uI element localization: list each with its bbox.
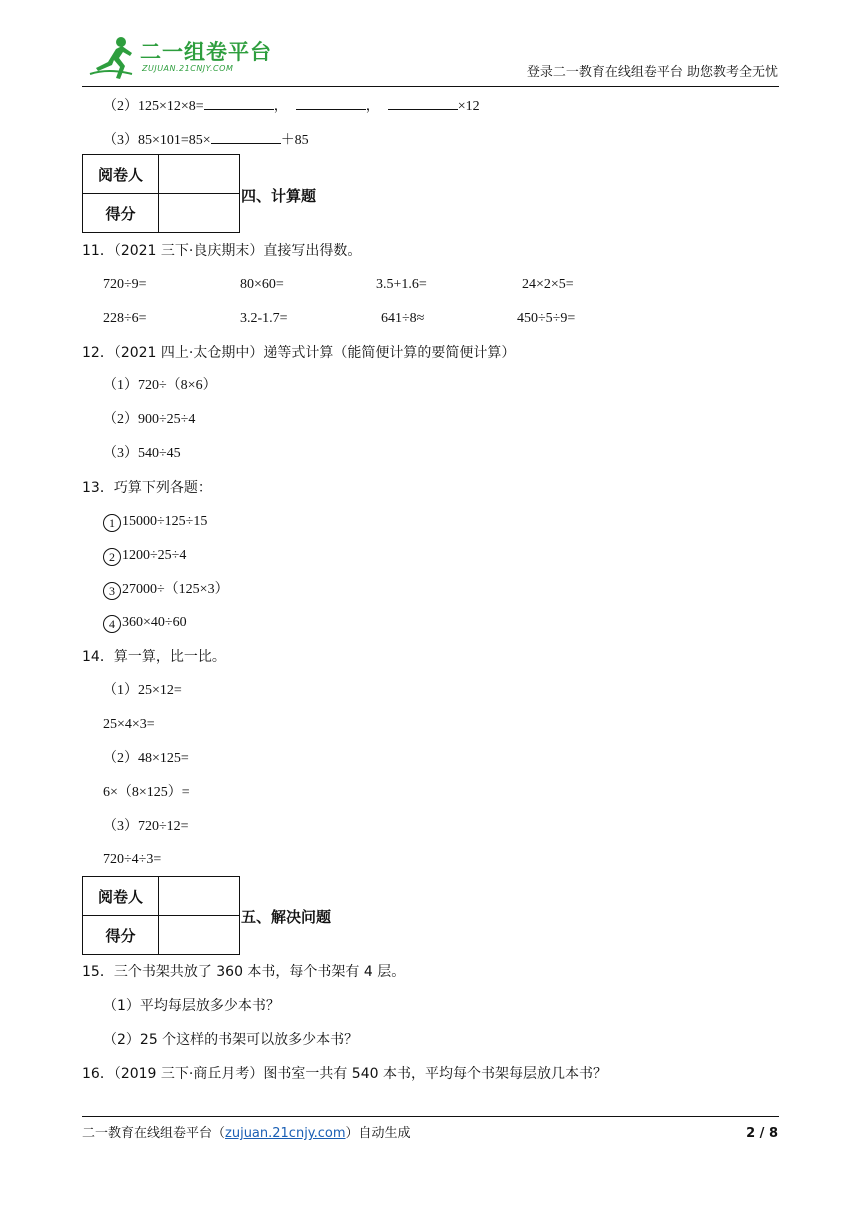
reviewer-cell[interactable] xyxy=(159,155,240,194)
logo-title: 二一组卷平台 xyxy=(140,40,272,64)
grader-table xyxy=(82,876,240,955)
q11-r1-c2: 80×60= xyxy=(240,277,284,292)
reviewer-label: 阅卷人 xyxy=(83,155,159,194)
q14-item-1b: 25×4×3= xyxy=(103,717,155,732)
header-right-text: 登录二一教育在线组卷平台 助您教考全无忧 xyxy=(526,65,778,80)
q12-stem: 12．（2021 四上·太仓期中）递等式计算（能简便计算的要简便计算） xyxy=(82,345,516,361)
answer-blank[interactable] xyxy=(388,95,458,110)
page-number: 2 / 8 xyxy=(746,1126,778,1141)
q11-r2-c2: 3.2-1.7= xyxy=(240,311,288,326)
score-cell[interactable] xyxy=(159,916,240,955)
logo xyxy=(88,34,278,82)
footer-divider xyxy=(82,1116,779,1117)
circled-number: 3 xyxy=(103,582,121,600)
answer-blank[interactable] xyxy=(211,129,281,144)
q10-item-3: （3）85×101=85× ＋85 xyxy=(103,129,309,150)
q15-item-2: （2）25 个这样的书架可以放多少本书？ xyxy=(103,1032,359,1048)
answer-blank[interactable] xyxy=(204,95,274,110)
circled-number: 2 xyxy=(103,548,121,566)
q16-stem: 16．（2019 三下·商丘月考）图书室一共有 540 本书，平均每个书架每层放几本书？ xyxy=(82,1066,607,1082)
footer-source: 二一教育在线组卷平台（zujuan.21cnjy.com）自动生成 xyxy=(82,1126,411,1141)
q12-item-1: （1）720÷（8×6） xyxy=(103,378,217,393)
q12-item-2: （2）900÷25÷4 xyxy=(103,412,196,427)
q13-stem: 13．巧算下列各题： xyxy=(82,480,212,496)
score-cell[interactable] xyxy=(159,194,240,233)
q13-item-4: 4 360×40÷60 xyxy=(103,614,187,633)
header-divider xyxy=(82,86,779,87)
score-label: 得分 xyxy=(83,916,159,955)
q12-item-3: （3）540÷45 xyxy=(103,446,181,461)
q11-r2-c4: 450÷5÷9= xyxy=(517,311,576,326)
footer-link[interactable]: zujuan.21cnjy.com xyxy=(225,1126,346,1141)
q14-item-2b: 6×（8×125）= xyxy=(103,785,190,800)
reviewer-label: 阅卷人 xyxy=(83,877,159,916)
score-label: 得分 xyxy=(83,194,159,233)
q13-item-1: 1 15000÷125÷15 xyxy=(103,513,207,532)
reviewer-cell[interactable] xyxy=(159,877,240,916)
q15-stem: 15．三个书架共放了 360 本书，每个书架有 4 层。 xyxy=(82,964,406,980)
runner-logo-icon xyxy=(88,34,138,80)
q14-item-1: （1）25×12= xyxy=(103,683,182,698)
section-heading-5: 五、解决问题 xyxy=(241,908,332,926)
section-heading-4: 四、计算题 xyxy=(241,187,317,205)
answer-blank[interactable] xyxy=(296,95,366,110)
q13-item-2: 2 1200÷25÷4 xyxy=(103,547,186,566)
q11-r1-c3: 3.5+1.6= xyxy=(376,277,427,292)
q13-item-3: 3 27000÷（125×3） xyxy=(103,581,229,600)
q11-r2-c3: 641÷8≈ xyxy=(381,311,425,326)
logo-subtitle: ZUJUAN.21CNJY.COM xyxy=(142,64,234,73)
q11-stem: 11．（2021 三下·良庆期末）直接写出得数。 xyxy=(82,243,362,259)
q10-item-2: （2）125×12×8= ， ， ×12 xyxy=(103,95,480,116)
q14-item-2: （2）48×125= xyxy=(103,751,189,766)
circled-number: 1 xyxy=(103,514,121,532)
circled-number: 4 xyxy=(103,615,121,633)
q11-r1-c4: 24×2×5= xyxy=(522,277,574,292)
q14-stem: 14．算一算，比一比。 xyxy=(82,649,226,665)
q15-item-1: （1）平均每层放多少本书？ xyxy=(103,998,280,1014)
grader-table xyxy=(82,154,240,233)
q11-r1-c1: 720÷9= xyxy=(103,277,147,292)
q14-item-3b: 720÷4÷3= xyxy=(103,852,162,867)
q14-item-3: （3）720÷12= xyxy=(103,819,189,834)
q11-r2-c1: 228÷6= xyxy=(103,311,147,326)
